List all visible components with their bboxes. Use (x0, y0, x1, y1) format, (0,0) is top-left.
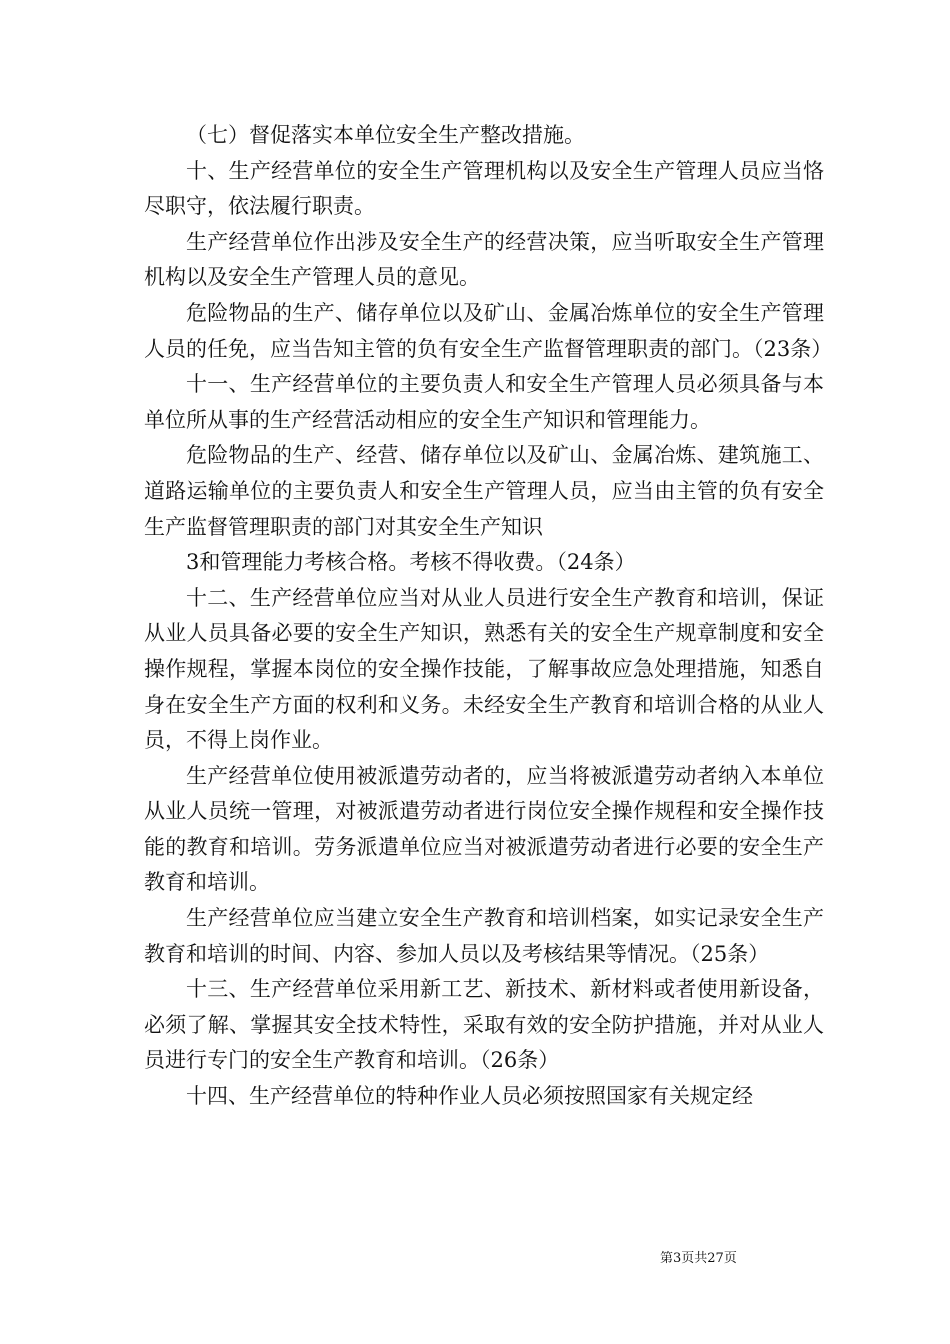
paragraph-12: 十四、生产经营单位的特种作业人员必须按照国家有关规定经 (186, 1084, 753, 1109)
paragraph-3: 生产经营单位作出涉及安全生产的经营决策，应当听取安全生产管理机构以及安全生产管理人员的意见。 (144, 229, 824, 290)
paragraph-2: 十、生产经营单位的安全生产管理机构以及安全生产管理人员应当恪尽职守，依法履行职责。 (144, 158, 824, 219)
paragraph-4: 危险物品的生产、储存单位以及矿山、金属冶炼单位的安全生产管理人员的任免，应当告知主管的负有安全生产监督管理职责的部门。（23条） (144, 300, 833, 361)
paragraph-6: 危险物品的生产、经营、储存单位以及矿山、金属冶炼、建筑施工、道路运输单位的主要负责人和安全生产管理人员，应当由主管的负有安全生产监督管理职责的部门对其安全生产知识 (144, 443, 824, 539)
paragraph-7: 3和管理能力考核合格。考核不得收费。（24条） (186, 550, 636, 575)
page-number-footer: 第3页共27页 (660, 1251, 737, 1266)
paragraph-11: 十三、生产经营单位采用新工艺、新技术、新材料或者使用新设备，必须了解、掌握其安全技术特性，采取有效的安全防护措施，并对从业人员进行专门的安全生产教育和培训。（26条） (144, 977, 824, 1073)
paragraph-5: 十一、生产经营单位的主要负责人和安全生产管理人员必须具备与本单位所从事的生产经营活动相应的安全生产知识和管理能力。 (144, 372, 824, 432)
paragraph-9: 生产经营单位使用被派遣劳动者的，应当将被派遣劳动者纳入本单位从业人员统一管理，对被派遣劳动者进行岗位安全操作规程和安全操作技能的教育和培训。劳务派遣单位应当对被派遣劳动者进行必要的安全生产教育和培训。 (144, 763, 824, 895)
paragraph-10: 生产经营单位应当建立安全生产教育和培训档案，如实记录安全生产教育和培训的时间、内容、参加人员以及考核结果等情况。（25条） (144, 906, 824, 966)
document-body (144, 118, 833, 1115)
paragraph-8: 十二、生产经营单位应当对从业人员进行安全生产教育和培训，保证从业人员具备必要的安全生产知识，熟悉有关的安全生产规章制度和安全操作规程，掌握本岗位的安全操作技能，了解事故应急处理措施，知悉自身在安全生产方面的权利和义务。未经安全生产教育和培训合格的从业人员，不得上岗作业。 (144, 585, 824, 753)
paragraph-1: （七）督促落实本单位安全生产整改措施。 (186, 123, 585, 147)
